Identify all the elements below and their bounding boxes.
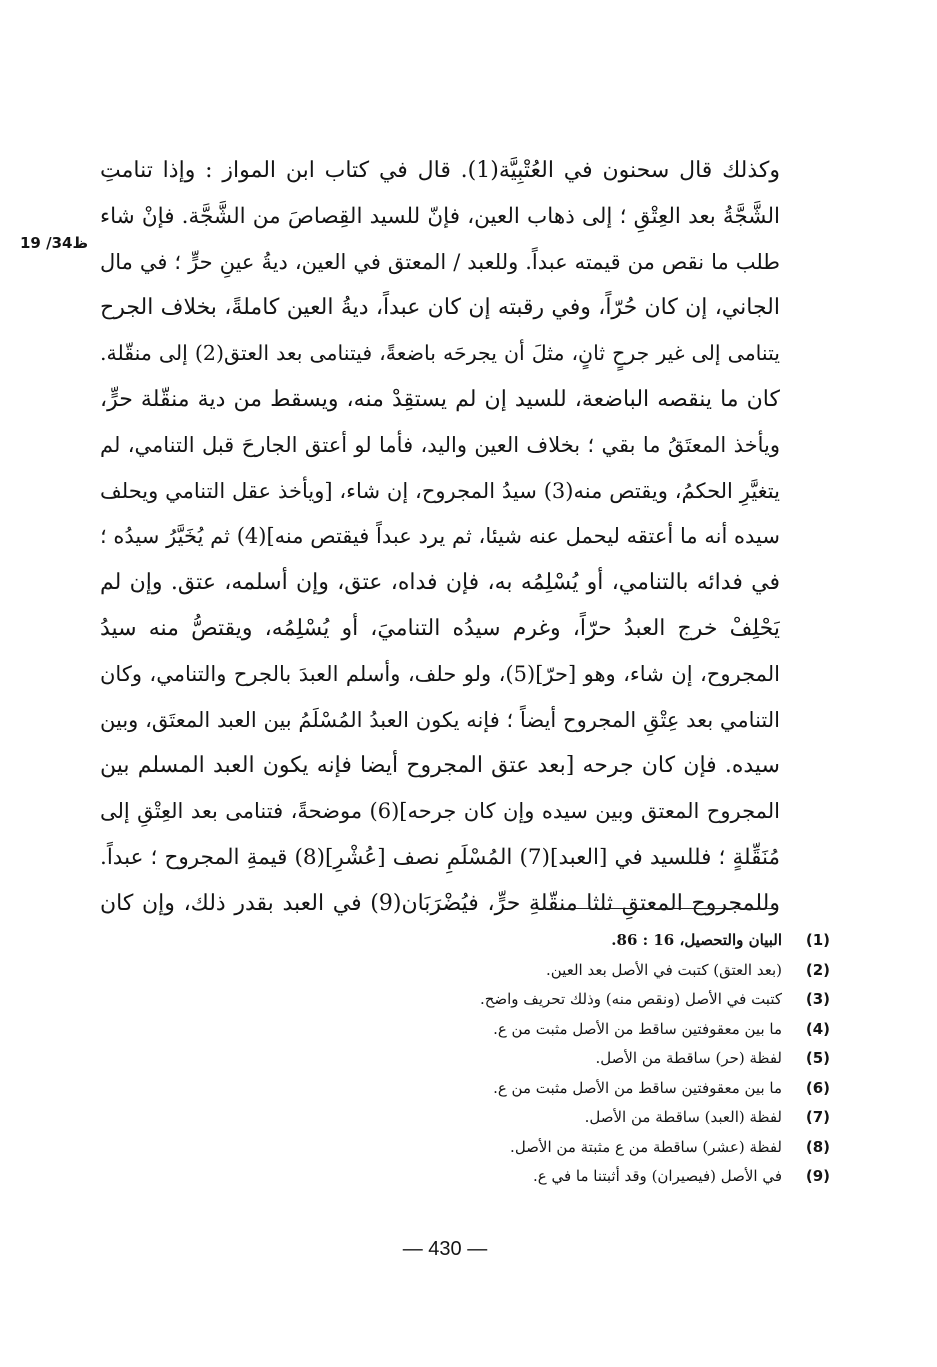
text-line: طلب ما نقص من قيمته عبداً. وللعبد / المعتق في العين، ديةُ عينِ حرٍّ ؛ في مال (100, 249, 780, 274)
footnote-number: (3) (805, 990, 830, 1008)
footnote-text: في الأصل (فيصيران) وقد أثبتنا ما في ع. (532, 1167, 782, 1185)
footnote-item (142, 1015, 830, 1045)
text-line: سيده. فإن كان جرحه [بعد عتق المجروح أيضا فإنه يكون العبد المسلم بين (100, 753, 780, 779)
text-line: سيده أنه ما أعتقه ليحمل عنه شيئا، ثم يرد عبداً فيقتص منه](4) ثم يُخَيَّرُ سيدُه ؛ (100, 524, 780, 549)
footnote-text: ما بين معقوفتين ساقط من الأصل مثبت من ع. (493, 1019, 782, 1038)
text-line: الشَّجَّةُ بعد العِتْقِ ؛ إلى ذهاب العين، فإنّ للسيد القِصاصَ من الشَّجَّة. فإنْ شاء (100, 203, 780, 229)
footnote-item (142, 1074, 830, 1104)
footnote-item (142, 926, 830, 956)
text-line: المجروح، إن شاء، وهو [حرّ](5)، ولو حلف، وأسلم العبدَ بالجرح والتنامي، وكان (100, 661, 780, 686)
footnote-text: لفظة (العبد) ساقطة من الأصل. (584, 1108, 782, 1126)
footnote-item (142, 1162, 830, 1192)
footnotes-block (142, 926, 830, 1192)
main-text-block (100, 148, 780, 927)
footnote-text: كتبت في الأصل (ونقص منه) وذلك تحريف واضح. (479, 990, 782, 1008)
footnote-item (142, 1103, 830, 1133)
text-line: ويأخذ المعتَقُ ما بقي ؛ بخلاف العين واليد، فأما لو أعتق الجارحَ قبل التنامي، لم (100, 432, 780, 457)
margin-folio-note: 19 /34ظ (20, 234, 89, 252)
text-line: مُنَقِّلةٍ ؛ فللسيد في [العبد](7) المُسْلَمِ نصف [عُشْرِ](8) قيمةِ المجروح ؛ عبداً. (100, 844, 780, 870)
footnote-text: لفظة (عشر) ساقطة من ع مثبتة من الأصل. (510, 1137, 782, 1156)
text-line: يتغيَّرِ الحكمُ، ويقتص منه(3) سيدُ المجروح، إن شاء، [ويأخذ عقل التنامي ويحلف (100, 478, 780, 503)
footnote-number: (1) (805, 931, 830, 949)
text-line: يَحْلِفْ خرج العبدُ حرّاً، وغرم سيدُه التناميَ، أو يُسْلِمُه، ويقتصُّ منه سيدُ (100, 615, 780, 641)
footnote-number: (8) (805, 1137, 830, 1156)
footnote-item (142, 985, 830, 1015)
footnote-item (142, 1044, 830, 1074)
text-line: وللمجروح المعتقِ ثلثا منقّلةِ حرٍّ، فيُضْرَبَان(9) في العبد بقدر ذلك، وإن كان (100, 890, 780, 916)
footnote-text: ما بين معقوفتين ساقط من الأصل مثبت من ع. (493, 1078, 782, 1097)
footnote-text: البيان والتحصيل، 16 : 86. (611, 931, 782, 949)
footnote-text: لفظة (حر) ساقطة من الأصل. (595, 1049, 782, 1067)
footnote-item (142, 1133, 830, 1163)
text-line: في فدائه بالتنامي، أو يُسْلِمُه به، فإن فداه، عتق، وإن أسلمه، عتق. وإن لم (100, 570, 780, 596)
footnote-number: (6) (805, 1078, 830, 1097)
footnote-number: (7) (805, 1108, 830, 1126)
page-number: — 430 — (402, 1238, 488, 1260)
footnote-number: (2) (805, 960, 830, 979)
text-line: يتنامى إلى غير جرحٍ ثانٍ، مثلَ أن يجرحَه باضعةً، فيتنامى بعد العتق(2) إلى منقّلة. (100, 341, 780, 366)
footnote-item (142, 956, 830, 986)
text-line: كان ما ينقصه الباضعة، للسيد إن لم يستقِدْ منه، ويسقط من دية منقّلة حرٍّ، (100, 386, 780, 412)
text-line: المجروح المعتق وبين سيده وإن كان جرحه](6) موضحةً، فتنامى بعد العِتْقِ إلى (100, 799, 780, 824)
text-line: الجاني، إن كان حُرّاً، وفي رقبته إن كان عبداً، ديةُ العين كاملةً، بخلاف الجرح (100, 295, 780, 321)
footnote-number: (9) (805, 1167, 830, 1185)
text-line: التنامي بعد عِتْقِ المجروح أيضاً ؛ فإنه يكون العبدُ المُسْلَمُ بين العبد المعتَق، وبين (100, 707, 780, 732)
text-line: وكذلك قال سحنون في العُتْبِيَّة(1). قال في كتاب ابن المواز : وإذا تنامتِ (100, 158, 780, 183)
footnote-number: (4) (805, 1019, 830, 1038)
footnote-number: (5) (805, 1049, 830, 1067)
footnote-separator (532, 908, 772, 909)
footnote-text: (بعد العتق) كتبت في الأصل بعد العين. (546, 960, 782, 979)
